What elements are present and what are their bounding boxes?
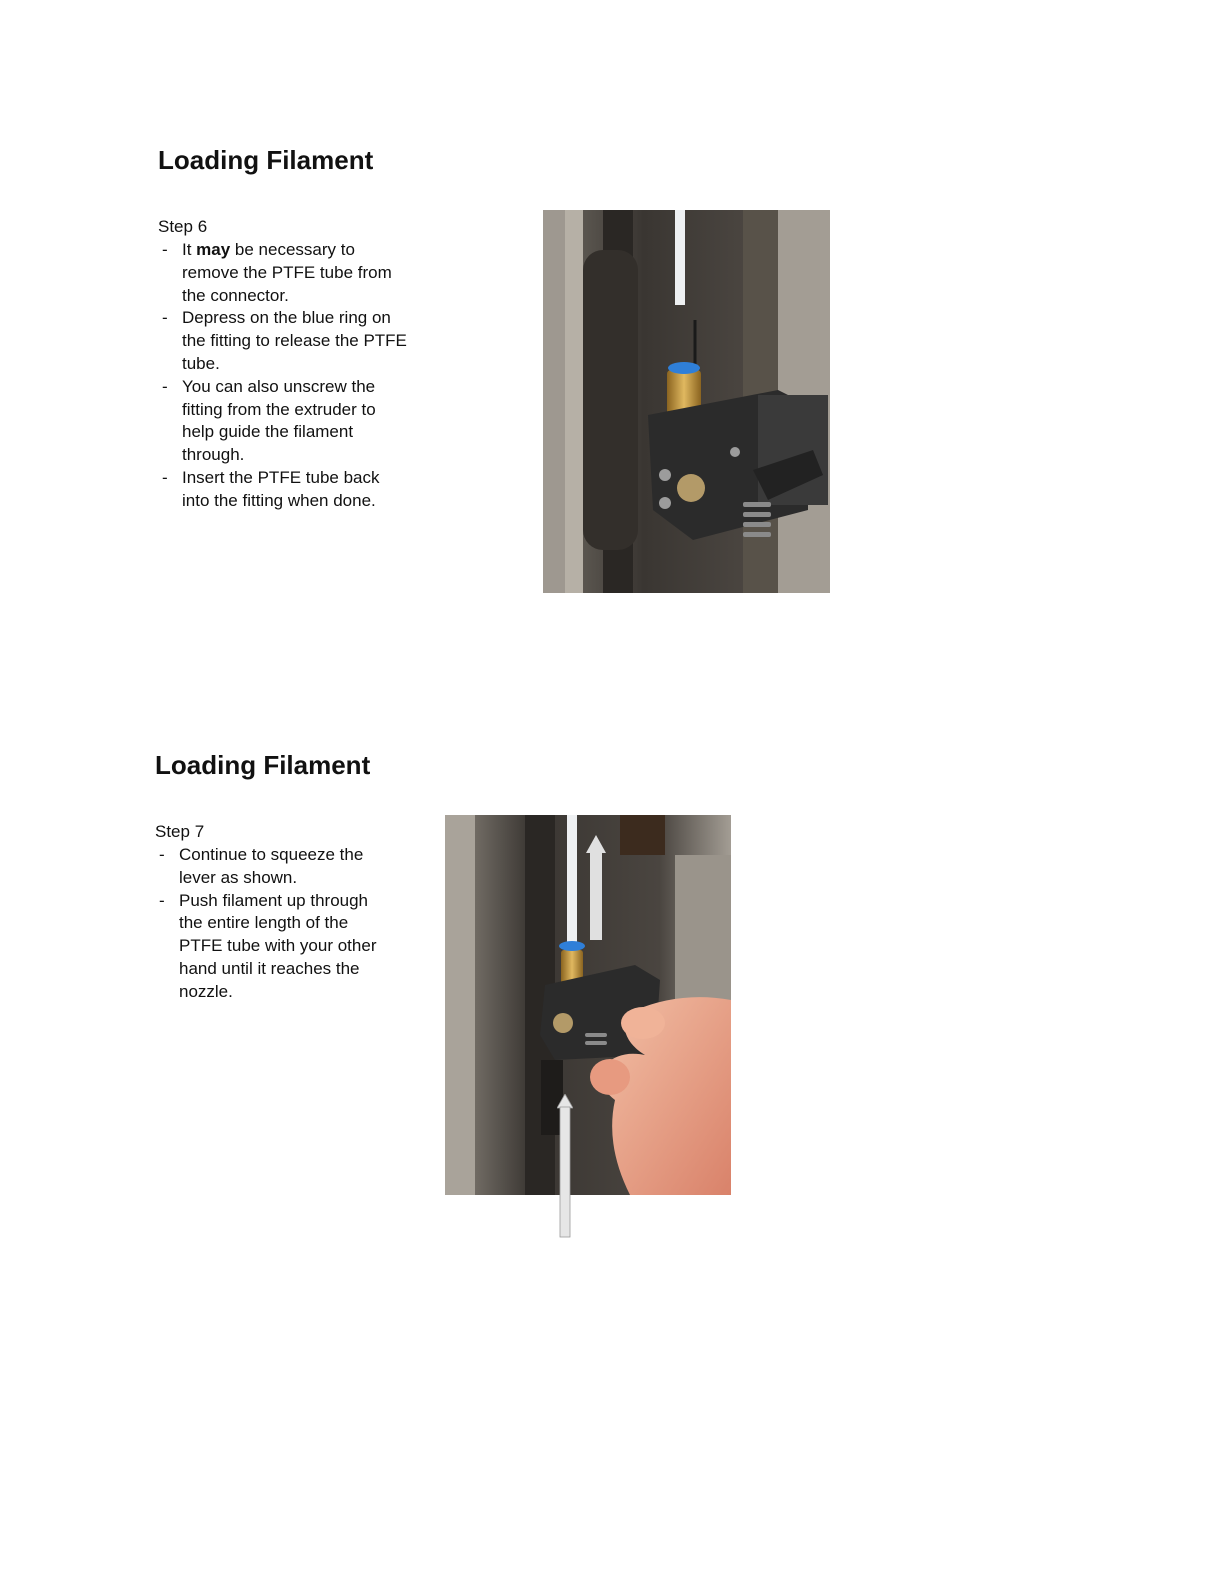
page-title-step-6 [158, 145, 373, 176]
step-6-instructions [158, 239, 408, 513]
extruder-fitting-photo [543, 210, 830, 593]
title-prefix: Loading [158, 145, 267, 175]
page-title-step-7: Loading Filament [155, 750, 371, 780]
step-6-label: Step 6 [158, 217, 208, 236]
step-7-label: Step 7 [155, 822, 205, 841]
list-item: - Continue to squeeze the lever as shown. [155, 844, 380, 890]
list-item: - Depress on the blue ring on the fitting to release the PTFE tube. [158, 307, 408, 375]
title-bold: Filament [266, 145, 374, 175]
list-item: - You can also unscrew the fitting from the extruder to help guide the filament through. [158, 376, 408, 467]
list-item: - Insert the PTFE tube back into the fitting when done. [158, 467, 408, 513]
upward-arrow-icon [557, 1094, 573, 1238]
list-item: - It may be necessary to remove the PTFE tube from the connector. [158, 239, 408, 307]
list-item: - Push filament up through the entire length of the PTFE tube with your other hand until it reaches the nozzle. [155, 890, 380, 1004]
step-7-instructions [155, 844, 380, 1004]
push-filament-photo [445, 815, 731, 1195]
